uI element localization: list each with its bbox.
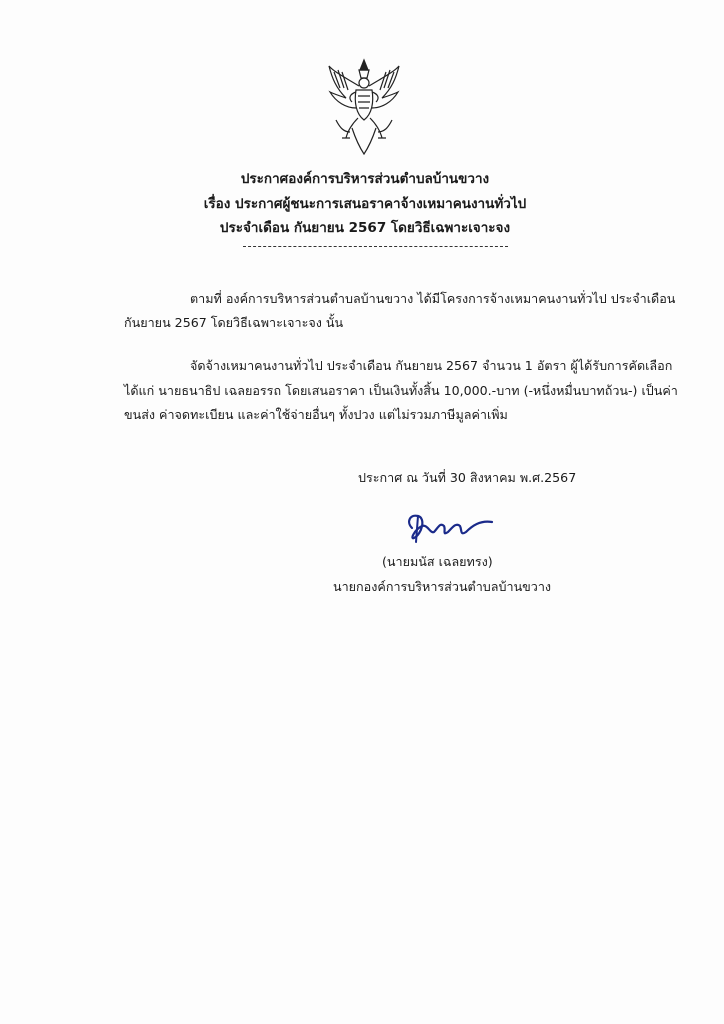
signer-name: (นายมนัส เฉลยทรง) (382, 554, 493, 569)
handwritten-signature (400, 508, 500, 552)
announcement-date: ประกาศ ณ วันที่ 30 สิงหาคม พ.ศ.2567 (358, 470, 577, 485)
paragraph-2-line-2: ได้แก่ นายธนาธิป เฉลยอรรถ โดยเสนอราคา เป็นเงินทั้งสิ้น 10,000.-บาท (-หนึ่งหมื่นบาทถ้วน-) เป็นค่า (124, 383, 678, 398)
paragraph-2-line-1: จัดจ้างเหมาคนงานทั่วไป ประจำเดือน กันยายน 2567 จำนวน 1 อัตรา ผู้ได้รับการคัดเลือก (190, 358, 673, 373)
header-period: ประจำเดือน กันยายน 2567 โดยวิธีเฉพาะเจาะจง (219, 220, 511, 236)
paragraph-2-line-3: ขนส่ง ค่าจดทะเบียน และค่าใช้จ่ายอื่นๆ ทั้งปวง แต่ไม่รวมภาษีมูลค่าเพิ่ม (124, 407, 508, 422)
garuda-emblem-icon (326, 58, 402, 156)
paragraph-1-line-2: กันยายน 2567 โดยวิธีเฉพาะเจาะจง นั้น (124, 315, 344, 330)
signer-title: นายกองค์การบริหารส่วนตำบลบ้านขวาง (333, 579, 552, 594)
header-organization: ประกาศองค์การบริหารส่วนตำบลบ้านขวาง (240, 171, 490, 187)
header-subject: เรื่อง ประกาศผู้ชนะการเสนอราคาจ้างเหมาคนงานทั่วไป (203, 196, 527, 212)
paragraph-1-line-1: ตามที่ องค์การบริหารส่วนตำบลบ้านขวาง ได้มีโครงการจ้างเหมาคนงานทั่วไป ประจำเดือน (190, 291, 676, 306)
header-divider (243, 246, 508, 247)
